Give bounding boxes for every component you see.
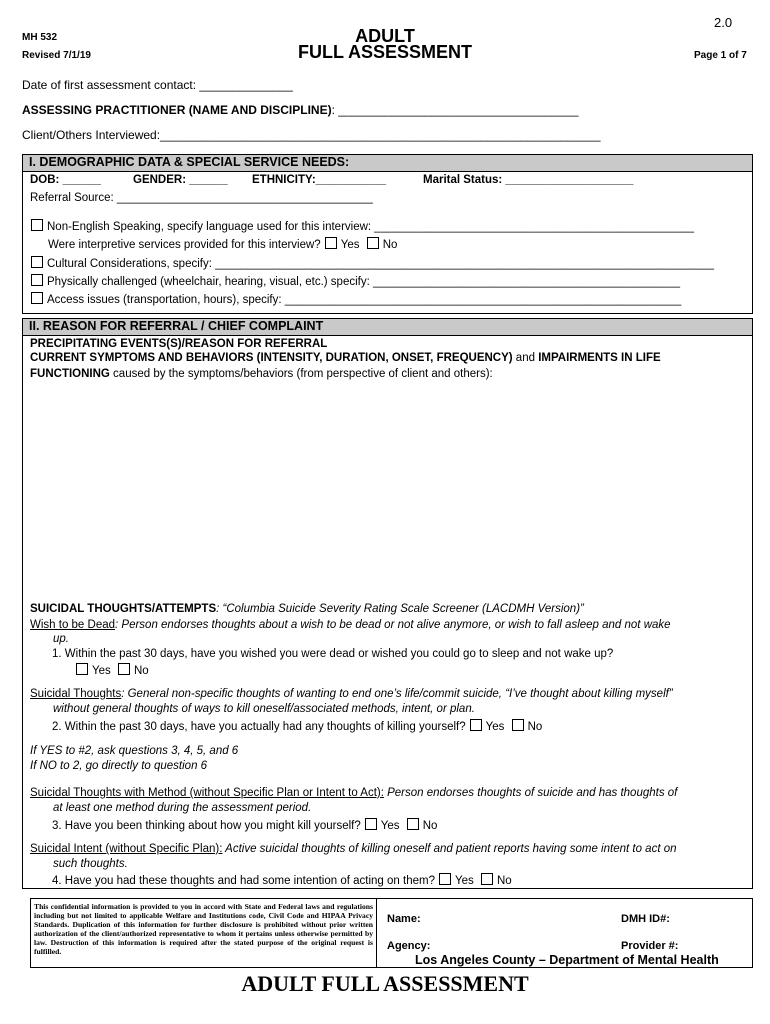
intent-definition <box>30 843 677 855</box>
q3-no-checkbox[interactable] <box>407 818 419 830</box>
form-number: MH 532 <box>22 32 58 43</box>
symptoms-text-area[interactable] <box>30 384 746 599</box>
interpretive-question: Were interpretive services provided for this interview? <box>48 239 321 251</box>
revised-date: Revised 7/1/19 <box>22 50 91 61</box>
intent-desc: Active suicidal thoughts of killing oneself and patient reports having some intent to act on <box>222 843 677 855</box>
no-label: No <box>527 721 543 733</box>
question-3 <box>52 818 437 832</box>
q4-yes-checkbox[interactable] <box>439 873 451 885</box>
wish-desc-cont: up. <box>53 633 69 645</box>
yes-label: Yes <box>380 820 400 832</box>
functioning-heading <box>30 368 493 380</box>
practitioner-label: ASSESSING PRACTITIONER (NAME AND DISCIPLINE) <box>22 103 332 117</box>
wish-label: Wish to be Dead <box>30 619 116 631</box>
yes-label: Yes <box>485 721 505 733</box>
agency-field[interactable]: Agency: <box>387 940 431 952</box>
non-english-row <box>31 219 694 233</box>
yes-label: Yes <box>340 239 360 251</box>
method-label: Suicidal Thoughts with Method (without Specific Plan or Intent to Act): <box>30 787 384 799</box>
q4-no-checkbox[interactable] <box>481 873 493 885</box>
impairments-label: IMPAIRMENTS IN LIFE <box>538 352 661 364</box>
q2-text: 2. Within the past 30 days, have you actually had any thoughts of killing yourself? <box>52 721 466 733</box>
yes-label: Yes <box>92 665 111 677</box>
physical-checkbox[interactable] <box>31 274 43 286</box>
if-yes-instruction: If YES to #2, ask questions 3, 4, 5, and 6 <box>30 745 239 757</box>
thoughts-desc-cont: without general thoughts of ways to kill oneself/associated methods, intent, or plan. <box>53 703 475 715</box>
title-line1: ADULT <box>355 26 415 46</box>
q1-yes-checkbox[interactable] <box>76 663 88 675</box>
question-2 <box>52 719 542 733</box>
intent-label: Suicidal Intent (without Specific Plan): <box>30 843 223 855</box>
thoughts-desc: : General non-specific thoughts of wanting to end one’s life/commit suicide, “I’ve thought about killing myself” <box>121 688 673 700</box>
cultural-checkbox[interactable] <box>31 256 43 268</box>
wish-definition <box>30 619 671 631</box>
practitioner-blank: : ____________________________________ <box>331 103 579 117</box>
interpretive-no-checkbox[interactable] <box>367 237 379 249</box>
and-label: and <box>512 352 539 364</box>
marital-field[interactable]: Marital Status: ____________________ <box>423 174 634 186</box>
interviewed-field[interactable]: Client/Others Interviewed:__________________________________________________________________ <box>22 128 601 142</box>
bottom-title: ADULT FULL ASSESSMENT <box>241 971 529 996</box>
access-row <box>31 292 681 306</box>
dob-field[interactable]: DOB: ______ <box>30 174 101 186</box>
non-english-label: Non-English Speaking, specify language used for this interview: __________________________________________________ <box>47 221 695 233</box>
precipitating-heading: PRECIPITATING EVENTS(S)/REASON FOR REFERRAL <box>30 338 328 350</box>
method-desc-cont: at least one method during the assessment period. <box>53 802 312 814</box>
q1-no-checkbox[interactable] <box>118 663 130 675</box>
method-definition <box>30 787 677 799</box>
cultural-row <box>31 256 714 270</box>
question-1: 1. Within the past 30 days, have you wished you were dead or wished you could go to sleep and not wake up? <box>52 648 614 660</box>
thoughts-definition <box>30 688 673 700</box>
yes-label: Yes <box>454 875 474 887</box>
suicidal-heading <box>30 603 584 615</box>
interpretive-yes-checkbox[interactable] <box>325 237 337 249</box>
no-label: No <box>422 820 438 832</box>
access-label: Access issues (transportation, hours), specify: ______________________________________________________________ <box>47 294 682 306</box>
method-desc: Person endorses thoughts of suicide and has thoughts of <box>383 787 678 799</box>
name-field[interactable]: Name: <box>387 913 421 925</box>
provider-field[interactable]: Provider #: <box>621 940 679 952</box>
dmh-id-field[interactable]: DMH ID#: <box>621 913 670 925</box>
current-symptoms-label: CURRENT SYMPTOMS AND BEHAVIORS (INTENSITY, DURATION, ONSET, FREQUENCY) <box>30 352 513 364</box>
no-label: No <box>496 875 512 887</box>
functioning-label: FUNCTIONING <box>30 368 110 380</box>
first-contact-field[interactable]: Date of first assessment contact: ______________ <box>22 78 293 92</box>
q4-text: 4. Have you had these thoughts and had some intention of acting on them? <box>52 875 435 887</box>
question-4 <box>52 873 512 887</box>
title-line2: FULL ASSESSMENT <box>297 42 472 62</box>
q3-yes-checkbox[interactable] <box>365 818 377 830</box>
physical-row <box>31 274 680 288</box>
interpretive-row <box>48 237 397 251</box>
q2-yes-checkbox[interactable] <box>470 719 482 731</box>
q3-text: 3. Have you been thinking about how you might kill yourself? <box>52 820 361 832</box>
practitioner-field[interactable] <box>22 103 579 117</box>
no-label: No <box>382 239 398 251</box>
version: 2.0 <box>714 15 733 30</box>
functioning-desc: caused by the symptoms/behaviors (from perspective of client and others): <box>109 368 493 380</box>
wish-desc: : Person endorses thoughts about a wish to be dead or not alive anymore, or wish to fall asleep and not wake <box>115 619 671 631</box>
section1-heading: I. DEMOGRAPHIC DATA & SPECIAL SERVICE NEEDS: <box>22 154 753 172</box>
thoughts-label: Suicidal Thoughts <box>30 688 122 700</box>
q1-options <box>76 663 149 677</box>
page-number: Page 1 of 7 <box>694 50 747 61</box>
cultural-label: Cultural Considerations, specify: ______________________________________________________________________________ <box>47 258 714 270</box>
referral-field[interactable]: Referral Source: ________________________________________ <box>30 192 373 204</box>
section2-heading: II. REASON FOR REFERRAL / CHIEF COMPLAINT <box>22 318 753 336</box>
non-english-checkbox[interactable] <box>31 219 43 231</box>
access-checkbox[interactable] <box>31 292 43 304</box>
confidentiality-notice: This confidential information is provided to you in accord with State and Federal laws and regulations including but not limited to applicable Welfare and Institutions code, Civil Code and HIPAA Privacy Standards. Duplication of this information for further disclosure is prohibited without prior written authorization of the client/authorized representative to whom it pertains unless otherwise permitted by law. Destruction of this information is required after the stated purpose of the original request is fulfilled. <box>34 902 373 956</box>
ethnicity-field[interactable]: ETHNICITY:___________ <box>252 174 387 186</box>
suicidal-label: SUICIDAL THOUGHTS/ATTEMPTS <box>30 603 217 615</box>
current-symptoms-heading <box>30 352 661 364</box>
confidentiality-box <box>30 898 377 968</box>
intent-desc-cont: such thoughts. <box>53 858 128 870</box>
q2-no-checkbox[interactable] <box>512 719 524 731</box>
suicidal-scale: : “Columbia Suicide Severity Rating Scale Screener (LACDMH Version)” <box>216 603 584 615</box>
gender-field[interactable]: GENDER: ______ <box>133 174 228 186</box>
county-department: Los Angeles County – Department of Mental Health <box>415 953 719 967</box>
physical-label: Physically challenged (wheelchair, hearing, visual, etc.) specify: ________________________________________________ <box>47 276 680 288</box>
no-label: No <box>133 665 149 677</box>
if-no-instruction: If NO to 2, go directly to question 6 <box>30 760 208 772</box>
